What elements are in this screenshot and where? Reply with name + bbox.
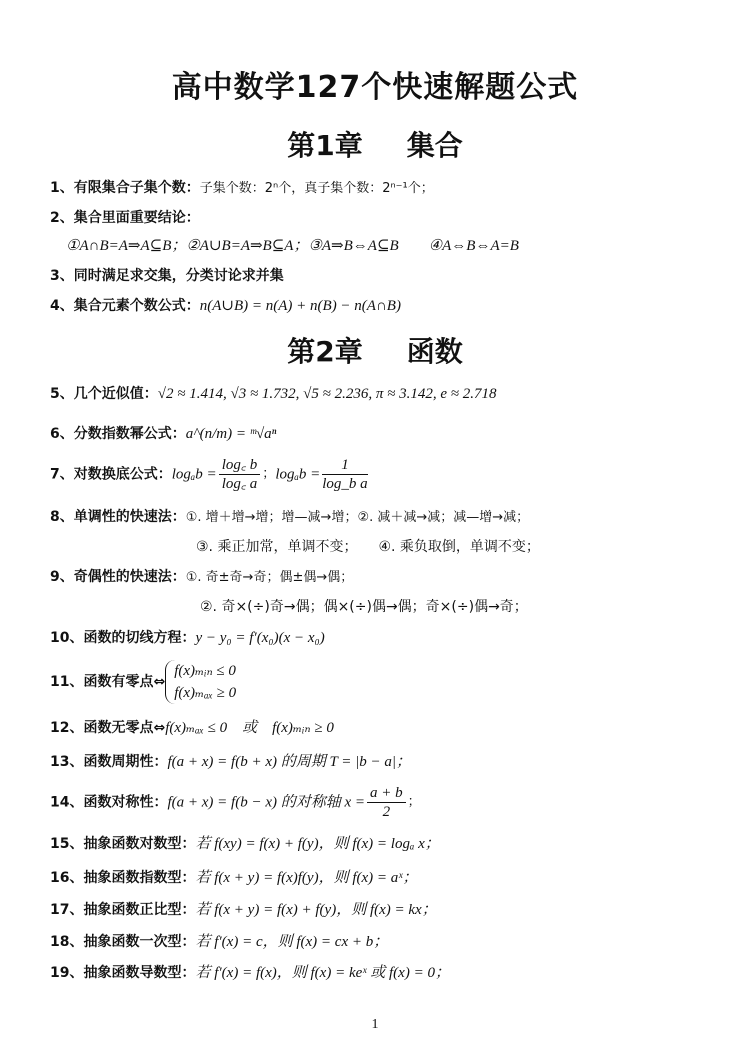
item-label: 8、单调性的快速法：	[50, 509, 186, 525]
item-label: 2、集合里面重要结论：	[50, 210, 200, 226]
fraction	[367, 784, 406, 821]
system-row: f(x)ₘₐₓ ≥ 0	[174, 685, 237, 701]
formula-item-2	[50, 208, 200, 228]
item-label: 13、函数周期性：	[50, 754, 168, 770]
formula-item-17	[50, 900, 437, 920]
item-9-line-2: ②. 奇×(÷)奇→偶；偶×(÷)偶→偶；奇×(÷)偶→奇；	[200, 599, 528, 615]
fraction-denominator: log_b a	[322, 476, 368, 492]
item-formula: 若 f(xy) = f(x) + f(y)，则 f(x) = logₐ x；	[195, 836, 440, 852]
item-formula: 若 f(x + y) = f(x)f(y)，则 f(x) = aˣ；	[195, 870, 418, 886]
formula-item-16	[50, 868, 418, 888]
separator: ；	[262, 466, 276, 482]
item-label: 14、函数对称性：	[50, 794, 168, 811]
item-label: 19、抽象函数导数型：	[50, 965, 196, 981]
formula-item-9	[50, 567, 353, 588]
formula-lhs: logₐb =	[275, 466, 321, 483]
formula-item-15	[50, 834, 440, 854]
item-label: 4、集合元素个数公式：	[50, 298, 200, 314]
formula-item-14	[50, 784, 421, 821]
formula-lhs: logₐb =	[171, 466, 217, 483]
item-2-formula: ①A∩B=A⇒A⊆B；②A∪B=A⇒B⊆A；③A⇒B⇔A⊆B ④A⇔B⇔A=B	[66, 238, 519, 254]
formula-item-5	[50, 384, 497, 404]
formula-item-6	[50, 424, 276, 444]
item-formula: f(a + x) = f(b + x) 的周期 T = |b − a|；	[167, 754, 412, 770]
formula-item-12	[50, 718, 334, 738]
item-formula: √2 ≈ 1.414, √3 ≈ 1.732, √5 ≈ 2.236, π ≈ 3.142, e ≈ 2.718	[157, 386, 497, 402]
item-8-line-2: ③. 乘正加常，单调不变； ④. 乘负取倒，单调不变；	[196, 539, 540, 555]
formula-item-4	[50, 296, 401, 316]
item-label: 10、函数的切线方程：	[50, 630, 196, 646]
item-label: 11、函数有零点⇔	[50, 674, 166, 690]
page-title: 高中数学127个快速解题公式	[171, 70, 579, 105]
item-label: 18、抽象函数一次型：	[50, 934, 196, 950]
page-number: 1	[371, 1017, 379, 1032]
item-label: 16、抽象函数指数型：	[50, 870, 196, 886]
item-label: 7、对数换底公式：	[50, 466, 172, 483]
item-formula: a^(n/m) = ᵐ√aⁿ	[185, 426, 277, 442]
formula-item-8	[50, 507, 529, 528]
fraction-numerator: log꜀ b	[219, 456, 261, 475]
chapter-label: 第1章	[287, 129, 363, 162]
item-formula: 若 f(x + y) = f(x) + f(y)，则 f(x) = kx；	[195, 902, 437, 918]
item-label: 15、抽象函数对数型：	[50, 836, 196, 852]
item-formula: 若 f′(x) = c，则 f(x) = cx + b；	[195, 934, 389, 950]
chapter-name: 集合	[406, 129, 463, 162]
fraction-denominator: 2	[382, 804, 391, 820]
item-tail: ；	[407, 794, 421, 810]
chapter-2-heading	[0, 330, 750, 370]
item-formula: 若 f′(x) = f(x)，则 f(x) = keˣ 或 f(x) = 0；	[195, 965, 450, 981]
fraction-numerator: 1	[322, 456, 367, 475]
fraction	[322, 456, 367, 493]
fraction-denominator: log꜀ a	[221, 476, 258, 492]
formula-item-3	[50, 266, 284, 286]
formula-item-11	[50, 660, 236, 704]
formula-item-10	[50, 628, 325, 648]
formula-item-7	[50, 456, 370, 493]
fraction	[219, 456, 261, 493]
formula-item-19	[50, 963, 450, 983]
system-row: f(x)ₘᵢₙ ≤ 0	[174, 663, 236, 679]
item-label: 17、抽象函数正比型：	[50, 902, 196, 918]
item-text: 子集个数：2ⁿ个，真子集个数：2ⁿ⁻¹个；	[199, 181, 434, 196]
item-label: 3、同时满足求交集，分类讨论求并集	[50, 268, 284, 284]
item-label: 12、函数无零点⇔	[50, 720, 166, 736]
item-formula: f(x)ₘₐₓ ≤ 0 或 f(x)ₘᵢₙ ≥ 0	[165, 720, 334, 736]
brace-system	[165, 660, 236, 704]
formula-item-18	[50, 932, 388, 952]
formula-item-1	[50, 178, 434, 199]
chapter-1-heading	[0, 124, 750, 164]
formula-item-13	[50, 752, 411, 772]
item-text: ①. 奇±奇→奇；偶±偶→偶；	[185, 570, 354, 585]
chapter-name: 函数	[406, 335, 463, 368]
item-formula: f(a + x) = f(b − x) 的对称轴 x =	[167, 794, 366, 811]
item-text: ①. 增＋增→增；增—减→增；②. 减＋减→减；减—增→减；	[185, 510, 530, 525]
fraction-numerator: a + b	[367, 784, 406, 803]
item-formula: n(A∪B) = n(A) + n(B) − n(A∩B)	[199, 298, 401, 314]
chapter-label: 第2章	[287, 335, 363, 368]
item-label: 5、几个近似值：	[50, 386, 158, 402]
item-label: 1、有限集合子集个数：	[50, 180, 200, 196]
item-formula: y − y₀ = f′(x₀)(x − x₀)	[195, 630, 325, 646]
item-label: 9、奇偶性的快速法：	[50, 569, 186, 585]
item-label: 6、分数指数幂公式：	[50, 426, 186, 442]
